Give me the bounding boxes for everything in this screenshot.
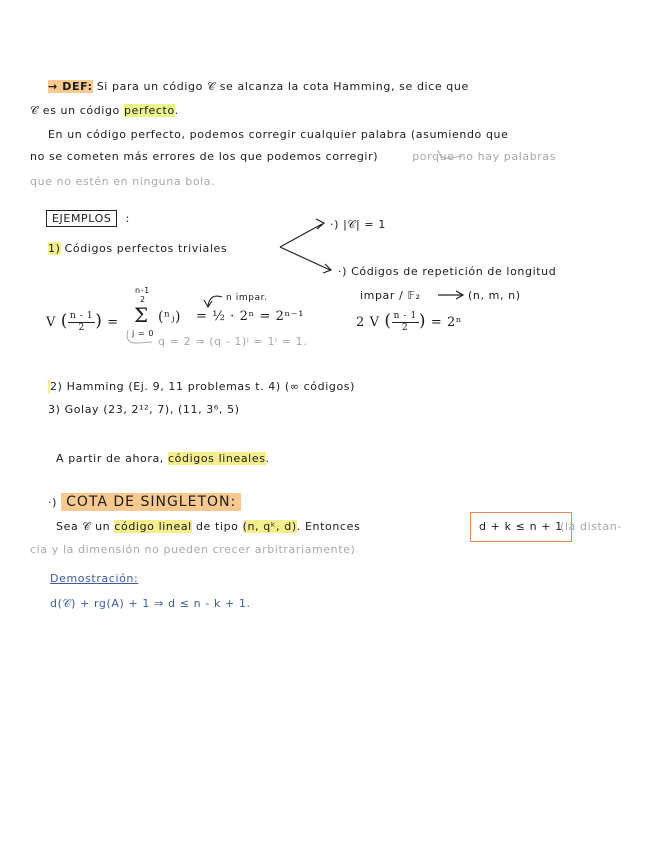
ejemplos-title: EJEMPLOS bbox=[46, 210, 117, 227]
q-note: q = 2 ⇒ (q - 1)ʲ = 1ʲ = 1. bbox=[158, 335, 308, 348]
sum-top-2: 2 bbox=[140, 295, 146, 304]
volume-V: V bbox=[46, 315, 56, 330]
singleton-bound: d + k ≤ n + 1 bbox=[470, 512, 572, 542]
right-fraction bbox=[392, 311, 419, 334]
fraction-denominator: 2 bbox=[78, 323, 85, 333]
binomial: (ⁿⱼ) bbox=[158, 309, 182, 325]
right-result: = 2ⁿ bbox=[430, 315, 463, 330]
example-item-1 bbox=[48, 242, 227, 256]
def-marker: → DEF: bbox=[48, 80, 93, 93]
linear-pre: A partir de ahora, bbox=[56, 452, 164, 465]
singleton-bound-box bbox=[470, 512, 572, 542]
def-text-2-post: . bbox=[174, 104, 179, 117]
volume-formula-left bbox=[46, 308, 119, 334]
fraction-numerator: n - 1 bbox=[69, 311, 94, 321]
def-grey-4: porque no hay palabras bbox=[412, 150, 557, 163]
n-impar-note: n impar. bbox=[226, 293, 268, 303]
paren-close: ) bbox=[95, 311, 103, 331]
demo-title: Demostración: bbox=[50, 572, 139, 585]
linear-post: . bbox=[265, 452, 270, 465]
def-text-2-pre: 𝒞 es un código bbox=[30, 104, 120, 117]
example-item-2 bbox=[48, 380, 355, 394]
demo-line: d(𝒞) + rg(A) + 1 ⇒ d ≤ n - k + 1. bbox=[50, 597, 251, 610]
fraction bbox=[68, 311, 95, 334]
singleton-line-1 bbox=[56, 520, 360, 534]
singleton-post: . Entonces bbox=[296, 520, 361, 533]
def-line-1 bbox=[48, 80, 469, 94]
branch-bottom-2: impar / 𝔽₂ bbox=[360, 289, 421, 302]
sum-symbol: Σ bbox=[134, 303, 149, 327]
singleton-grey-2: cia y la dimensión no pueden crecer arbitrariamente) bbox=[30, 543, 356, 556]
singleton-title: COTA DE SINGLETON: bbox=[61, 493, 241, 511]
singleton-grey-1: (la distan- bbox=[560, 520, 622, 533]
right-paren-close: ) bbox=[418, 311, 427, 331]
item1-number: 1) bbox=[48, 242, 61, 255]
example-item-3: 3) Golay (23, 2¹², 7), (11, 3⁶, 5) bbox=[48, 403, 240, 416]
right-fraction-numerator: n - 1 bbox=[393, 311, 417, 321]
def-text-1: Si para un código 𝒞 se alcanza la cota Hamming, se dice que bbox=[96, 80, 469, 93]
item1-text: Códigos perfectos triviales bbox=[64, 242, 228, 255]
volume-formula-right bbox=[356, 308, 462, 334]
def-line-2 bbox=[30, 104, 179, 118]
paren-open: ( bbox=[60, 311, 68, 331]
singleton-mid: de tipo bbox=[195, 520, 239, 533]
def-grey-5: que no estén en ninguna bola. bbox=[30, 175, 216, 188]
right-2V: 2 V bbox=[356, 315, 380, 330]
sum-top: n-1 bbox=[135, 286, 150, 295]
right-fraction-denominator: 2 bbox=[402, 323, 409, 333]
singleton-hl-1: código lineal bbox=[114, 520, 192, 533]
singleton-heading bbox=[48, 492, 241, 513]
def-text-4: no se cometen más errores de los que podemos corregir) bbox=[30, 150, 379, 163]
linear-codes-line bbox=[56, 452, 270, 466]
singleton-bullet: ·) bbox=[48, 496, 57, 509]
equals-sign: = bbox=[107, 315, 119, 330]
branch-top: ·) |𝒞| = 1 bbox=[330, 218, 386, 231]
right-paren-open: ( bbox=[384, 311, 392, 331]
def-line-3: En un código perfecto, podemos corregir cualquier palabra (asumiendo que bbox=[48, 128, 509, 141]
singleton-pre: Sea 𝒞 un bbox=[56, 520, 111, 533]
linear-highlight: códigos lineales bbox=[168, 452, 266, 465]
branch-bottom-1: ·) Códigos de repetición de longitud bbox=[338, 265, 557, 278]
perfecto-highlight: perfecto bbox=[124, 104, 175, 117]
ejemplos-header bbox=[46, 212, 130, 226]
item2-text: 2) Hamming (Ej. 9, 11 problemas t. 4) (∞ códigos) bbox=[50, 380, 355, 393]
result-expression: = ½ · 2ⁿ = 2ⁿ⁻¹ bbox=[196, 309, 305, 324]
singleton-hl-2: (n, qᵏ, d) bbox=[242, 520, 297, 533]
ejemplos-colon: : bbox=[125, 212, 130, 225]
sum-bottom: j = 0 bbox=[132, 329, 155, 338]
branch-bottom-3: (n, m, n) bbox=[468, 289, 521, 302]
def-line-4 bbox=[30, 150, 556, 164]
